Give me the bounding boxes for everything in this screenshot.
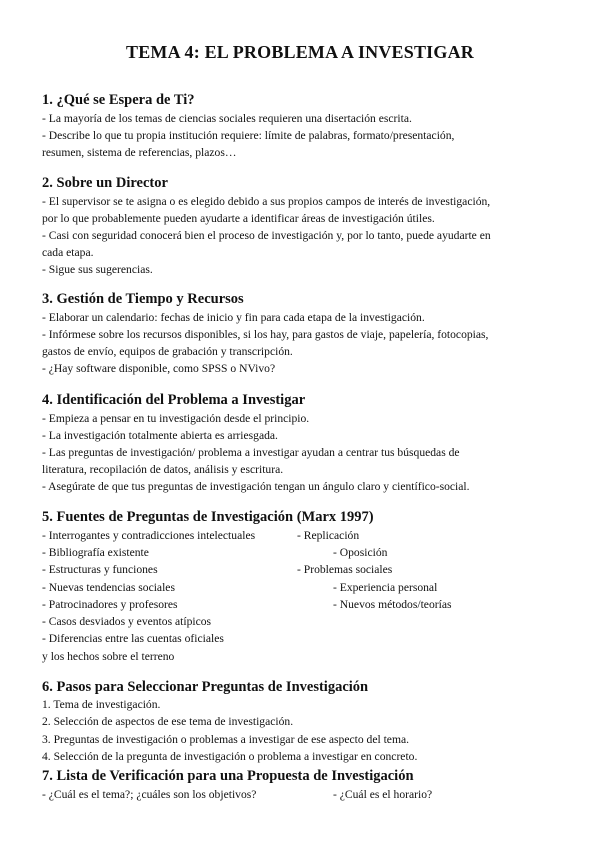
section-4-line: - Asegúrate de que tus preguntas de investigación tengan un ángulo claro y científico-social. (42, 480, 470, 493)
section-2-line: por lo que probablemente pueden ayudarte a identificar áreas de investigación útiles. (42, 212, 435, 225)
section-5-right-item: - Experiencia personal (333, 581, 438, 594)
section-4-heading: 4. Identificación del Problema a Investigar (42, 392, 306, 408)
section-3-line: - ¿Hay software disponible, como SPSS o NVivo? (42, 362, 276, 375)
section-5-heading: 5. Fuentes de Preguntas de Investigación (Marx 1997) (42, 509, 374, 525)
section-5-left-item: - Bibliografía existente (42, 546, 149, 559)
section-7-heading: 7. Lista de Verificación para una Propuesta de Investigación (42, 768, 414, 784)
section-5-left-item: - Diferencias entre las cuentas oficiales (42, 632, 224, 645)
section-6-line: 4. Selección de la pregunta de investigación o problema a investigar en concreto. (42, 750, 418, 763)
section-1-line: - La mayoría de los temas de ciencias sociales requieren una disertación escrita. (42, 112, 412, 125)
document-title: TEMA 4: EL PROBLEMA A INVESTIGAR (126, 42, 474, 62)
section-3-heading: 3. Gestión de Tiempo y Recursos (42, 291, 244, 307)
section-5-left-item: - Patrocinadores y profesores (42, 598, 178, 611)
section-6-heading: 6. Pasos para Seleccionar Preguntas de Investigación (42, 679, 369, 695)
section-1-line: - Describe lo que tu propia institución requiere: límite de palabras, formato/presentación, (42, 129, 455, 142)
section-5-left-item: - Casos desviados y eventos atípicos (42, 615, 212, 628)
section-5-right-item: - Oposición (333, 546, 388, 559)
section-6-line: 3. Preguntas de investigación o problemas a investigar de ese aspecto del tema. (42, 733, 410, 746)
section-4-line: - Las preguntas de investigación/ problema a investigar ayudan a centrar tus búsquedas de (42, 446, 460, 459)
section-7-left-item: - ¿Cuál es el tema?; ¿cuáles son los objetivos? (42, 788, 257, 801)
section-5-left-item: - Estructuras y funciones (42, 563, 158, 576)
section-2-line: - El supervisor se te asigna o es elegido debido a sus propios campos de interés de investigación, (42, 195, 491, 208)
section-1-heading: 1. ¿Qué se Espera de Ti? (42, 92, 195, 108)
section-3-line: - Infórmese sobre los recursos disponibles, si los hay, para gastos de viaje, papelería, fotocopias, (42, 328, 489, 341)
section-2-line: - Casi con seguridad conocerá bien el proceso de investigación y, por lo tanto, puede ayudarte en (42, 229, 491, 242)
section-5-right-item: - Replicación (297, 529, 360, 542)
section-6-line: 2. Selección de aspectos de ese tema de investigación. (42, 715, 294, 728)
section-5-left-item: - Nuevas tendencias sociales (42, 581, 175, 594)
section-1-line: resumen, sistema de referencias, plazos… (42, 146, 237, 159)
section-4-line: literatura, recopilación de datos, análisis y escritura. (42, 463, 284, 476)
section-2-line: cada etapa. (42, 246, 94, 259)
section-4-line: - La investigación totalmente abierta es arriesgada. (42, 429, 278, 442)
section-5-left-item: - Interrogantes y contradicciones intelectuales (42, 529, 256, 542)
section-2-heading: 2. Sobre un Director (42, 175, 168, 191)
section-3-line: gastos de envío, equipos de grabación y transcripción. (42, 345, 293, 358)
section-5-left-item: y los hechos sobre el terreno (42, 650, 175, 663)
section-6-line: 1. Tema de investigación. (42, 698, 161, 711)
section-5-right-item: - Problemas sociales (297, 563, 393, 576)
section-7-right-item: - ¿Cuál es el horario? (333, 788, 433, 801)
section-4-line: - Empieza a pensar en tu investigación desde el principio. (42, 412, 310, 425)
section-5-right-item: - Nuevos métodos/teorías (333, 598, 452, 611)
section-3-line: - Elaborar un calendario: fechas de inicio y fin para cada etapa de la investigación. (42, 311, 425, 324)
section-2-line: - Sigue sus sugerencias. (42, 263, 153, 276)
